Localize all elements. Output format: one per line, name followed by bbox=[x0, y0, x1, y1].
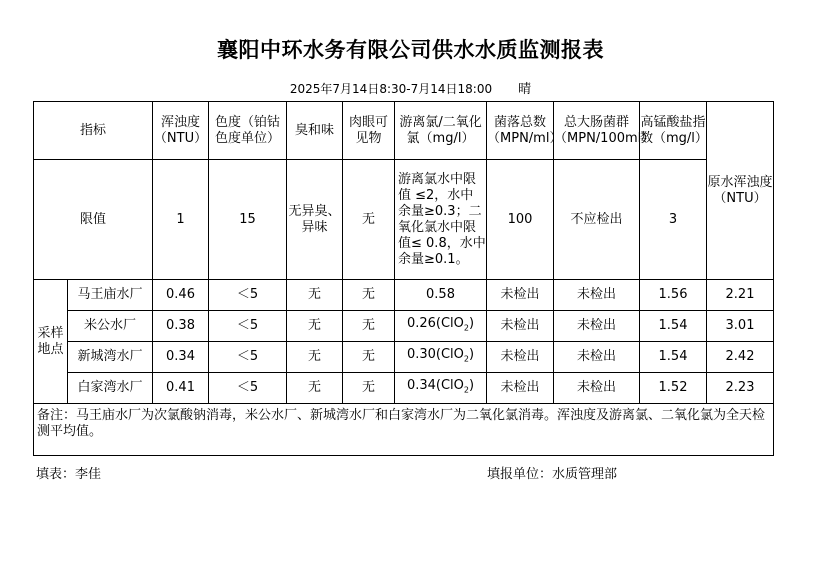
permanganate-value: 1.54 bbox=[640, 311, 707, 342]
weather: 晴 bbox=[518, 82, 532, 97]
colony-value: 未检出 bbox=[487, 342, 554, 373]
limit-odor: 无异臭、异味 bbox=[287, 160, 343, 280]
site-name: 新城湾水厂 bbox=[68, 342, 153, 373]
footer-unit: 填报单位：水质管理部 bbox=[487, 467, 618, 482]
permanganate-value: 1.56 bbox=[640, 280, 707, 311]
limit-coliform: 不应检出 bbox=[554, 160, 640, 280]
table-row bbox=[34, 280, 774, 311]
raw-turbidity-value: 2.23 bbox=[707, 373, 774, 404]
turbidity-value: 0.38 bbox=[153, 311, 209, 342]
chlorine-value bbox=[395, 342, 487, 373]
header-indicator: 指标 bbox=[34, 102, 153, 160]
clo2-subscript: 2 bbox=[463, 385, 469, 395]
limits-label: 限值 bbox=[34, 160, 153, 280]
visible-value: 无 bbox=[343, 311, 395, 342]
chlorine-number: 0.30(ClO bbox=[406, 346, 464, 362]
table-row bbox=[34, 311, 774, 342]
table-row bbox=[34, 342, 774, 373]
header-color: 色度（铂钴色度单位） bbox=[209, 102, 287, 160]
coliform-value: 未检出 bbox=[554, 311, 640, 342]
clo2-subscript: 2 bbox=[463, 354, 469, 364]
turbidity-value: 0.46 bbox=[153, 280, 209, 311]
coliform-value: 未检出 bbox=[554, 280, 640, 311]
coliform-value: 未检出 bbox=[554, 373, 640, 404]
odor-value: 无 bbox=[287, 311, 343, 342]
header-row bbox=[34, 102, 774, 160]
footer-filler: 填表：李佳 bbox=[36, 467, 102, 482]
turbidity-value: 0.41 bbox=[153, 373, 209, 404]
chlorine-number: 0.26(ClO bbox=[406, 315, 464, 331]
header-visible: 肉眼可见物 bbox=[343, 102, 395, 160]
turbidity-value: 0.34 bbox=[153, 342, 209, 373]
odor-value: 无 bbox=[287, 342, 343, 373]
clo2-close: ) bbox=[469, 377, 475, 393]
odor-value: 无 bbox=[287, 280, 343, 311]
limit-color: 15 bbox=[209, 160, 287, 280]
permanganate-value: 1.52 bbox=[640, 373, 707, 404]
odor-value: 无 bbox=[287, 373, 343, 404]
table-row bbox=[34, 373, 774, 404]
raw-turbidity-value: 2.21 bbox=[707, 280, 774, 311]
header-odor: 臭和味 bbox=[287, 102, 343, 160]
limit-visible: 无 bbox=[343, 160, 395, 280]
limit-permanganate: 3 bbox=[640, 160, 707, 280]
note-row bbox=[34, 404, 774, 456]
clo2-close: ) bbox=[469, 315, 475, 331]
color-value: ＜5 bbox=[209, 311, 287, 342]
clo2-subscript: 2 bbox=[463, 323, 469, 333]
color-value: ＜5 bbox=[209, 373, 287, 404]
permanganate-value: 1.54 bbox=[640, 342, 707, 373]
visible-value: 无 bbox=[343, 342, 395, 373]
visible-value: 无 bbox=[343, 280, 395, 311]
colony-value: 未检出 bbox=[487, 311, 554, 342]
chlorine-value bbox=[395, 311, 487, 342]
site-name: 米公水厂 bbox=[68, 311, 153, 342]
clo2-close: ) bbox=[469, 346, 475, 362]
header-colony: 菌落总数（MPN/ml） bbox=[487, 102, 554, 160]
note-text: 备注：马王庙水厂为次氯酸钠消毒，米公水厂、新城湾水厂和白家湾水厂为二氧化氯消毒。浑浊度及游离氯、二氧化氯为全天检测平均值。 bbox=[34, 404, 774, 456]
header-permanganate: 高锰酸盐指数（mg/l） bbox=[640, 102, 707, 160]
chlorine-value bbox=[395, 373, 487, 404]
color-value: ＜5 bbox=[209, 280, 287, 311]
coliform-value: 未检出 bbox=[554, 342, 640, 373]
chlorine-number: 0.34(ClO bbox=[406, 377, 464, 393]
color-value: ＜5 bbox=[209, 342, 287, 373]
site-name: 马王庙水厂 bbox=[68, 280, 153, 311]
report-title: 襄阳中环水务有限公司供水水质监测报表 bbox=[217, 38, 604, 62]
sampling-label: 采样地点 bbox=[34, 280, 68, 404]
colony-value: 未检出 bbox=[487, 280, 554, 311]
site-name: 白家湾水厂 bbox=[68, 373, 153, 404]
report-period: 2025年7月14日8:30-7月14日18:00 bbox=[289, 82, 493, 96]
raw-turbidity-value: 3.01 bbox=[707, 311, 774, 342]
limit-turbidity: 1 bbox=[153, 160, 209, 280]
raw-turbidity-value: 2.42 bbox=[707, 342, 774, 373]
colony-value: 未检出 bbox=[487, 373, 554, 404]
visible-value: 无 bbox=[343, 373, 395, 404]
water-quality-table bbox=[33, 101, 774, 456]
limit-chlorine: 游离氯水中限值 ≤2，水中余量≥0.3；二氧化氯水中限值≤ 0.8，水中余量≥0.1。 bbox=[395, 160, 487, 280]
limits-row bbox=[34, 160, 774, 280]
header-chlorine: 游离氯/二氧化氯（mg/l） bbox=[395, 102, 487, 160]
header-coliform: 总大肠菌群（MPN/100ml） bbox=[554, 102, 640, 160]
report-period-line bbox=[0, 78, 821, 97]
header-turbidity: 浑浊度（NTU） bbox=[153, 102, 209, 160]
limit-colony: 100 bbox=[487, 160, 554, 280]
header-raw-turbidity: 原水浑浊度（NTU） bbox=[707, 102, 774, 280]
chlorine-value: 0.58 bbox=[395, 280, 487, 311]
